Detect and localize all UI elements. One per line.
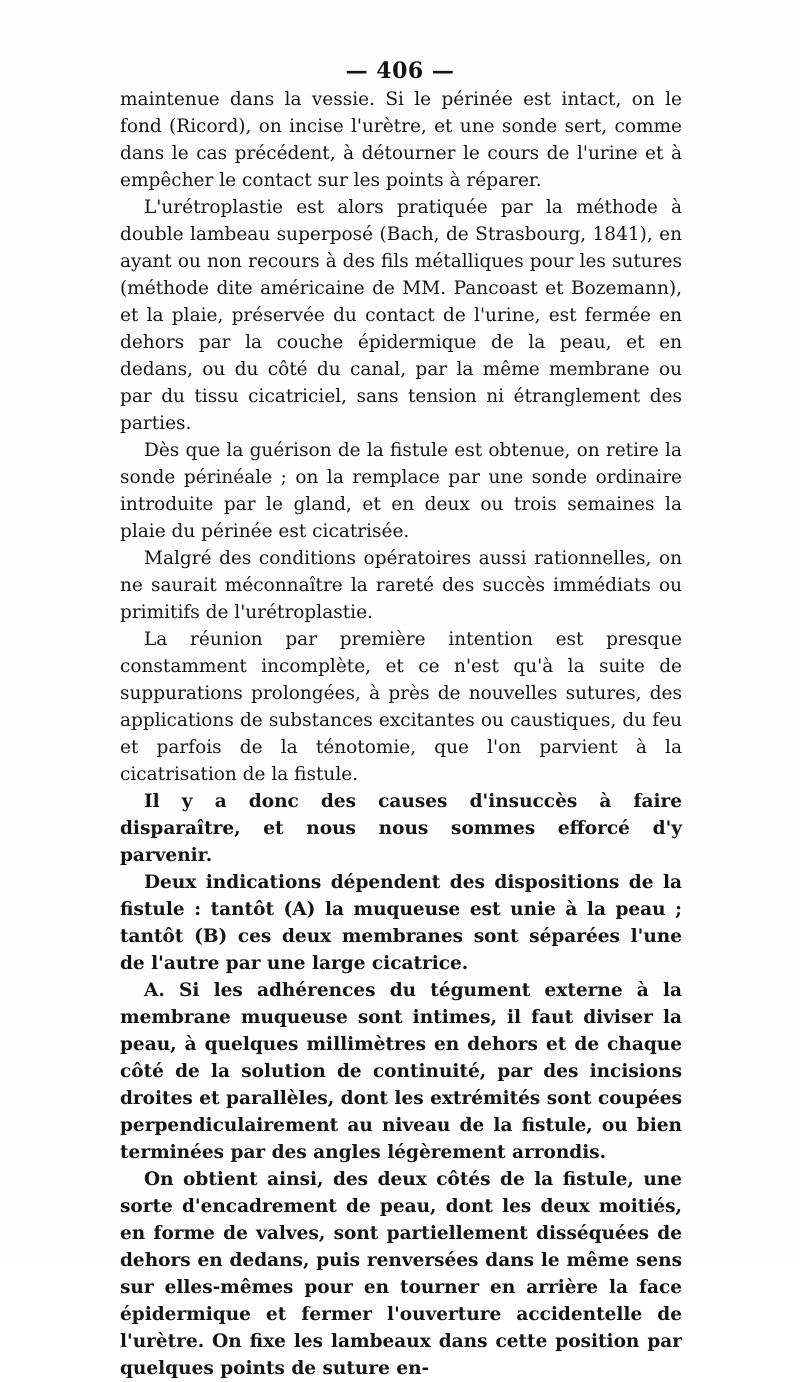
paragraph-8: A. Si les adhérences du tégument externe à la membrane muqueuse sont intimes, il faut diviser la peau, à quelques millimètres en dehors et de chaque côté de la solution de continuité, par des incisions droites et parallèles, dont les extrémités sont coupées perpendiculairement au niveau de la fistule, ou bien terminées par des angles légèrement arrondis.: [120, 980, 682, 1163]
page-number: — 406 —: [345, 58, 455, 84]
paragraph-9: On obtient ainsi, des deux côtés de la fistule, une sorte d'encadrement de peau, dont les deux moitiés, en forme de valves, sont partiellement disséquées de dehors en dedans, puis renversées dans le même sens sur elles-mêmes pour en tourner en arrière la face épidermique et fermer l'ouverture accidentelle de l'urètre. On fixe les lambeaux dans cette position par quelques points de suture en-: [120, 1169, 682, 1379]
body-text: [120, 86, 682, 1382]
paragraph-4: Malgré des conditions opératoires aussi rationnelles, on ne saurait méconnaître la rareté des succès immédiats ou primitifs de l'urétroplastie.: [120, 548, 682, 623]
paragraph-5: La réunion par première intention est presque constamment incomplète, et ce n'est qu'à la suite de suppurations prolongées, à près de nouvelles sutures, des applications de substances excitantes ou caustiques, du feu et parfois de la ténotomie, que l'on parvient à la cicatrisation de la fistule.: [120, 629, 682, 785]
paragraph-2: L'urétroplastie est alors pratiquée par la méthode à double lambeau superposé (Bach, de Strasbourg, 1841), en ayant ou non recours à des fils métalliques pour les sutures (méthode dite américaine de MM. Pancoast et Bozemann), et la plaie, préservée du contact de l'urine, est fermée en dehors par la couche épidermique de la peau, et en dedans, ou du côté du canal, par la même membrane ou par du tissu cicatriciel, sans tension ni étranglement des parties.: [120, 197, 682, 434]
paragraph-1: maintenue dans la vessie. Si le périnée est intact, on le fond (Ricord), on incise l'urètre, et une sonde sert, comme dans le cas précédent, à détourner le cours de l'urine et à empêcher le contact sur les points à réparer.: [120, 89, 682, 191]
paragraph-6: Il y a donc des causes d'insuccès à faire disparaître, et nous nous sommes efforcé d'y parvenir.: [120, 791, 682, 866]
paragraph-3: Dès que la guérison de la fistule est obtenue, on retire la sonde périnéale ; on la remplace par une sonde ordinaire introduite par le gland, et en deux ou trois semaines la plaie du périnée est cicatrisée.: [120, 440, 682, 542]
paragraph-7: Deux indications dépendent des dispositions de la fistule : tantôt (A) la muqueuse est unie à la peau ; tantôt (B) ces deux membranes sont séparées l'une de l'autre par une large cicatrice.: [120, 872, 682, 974]
